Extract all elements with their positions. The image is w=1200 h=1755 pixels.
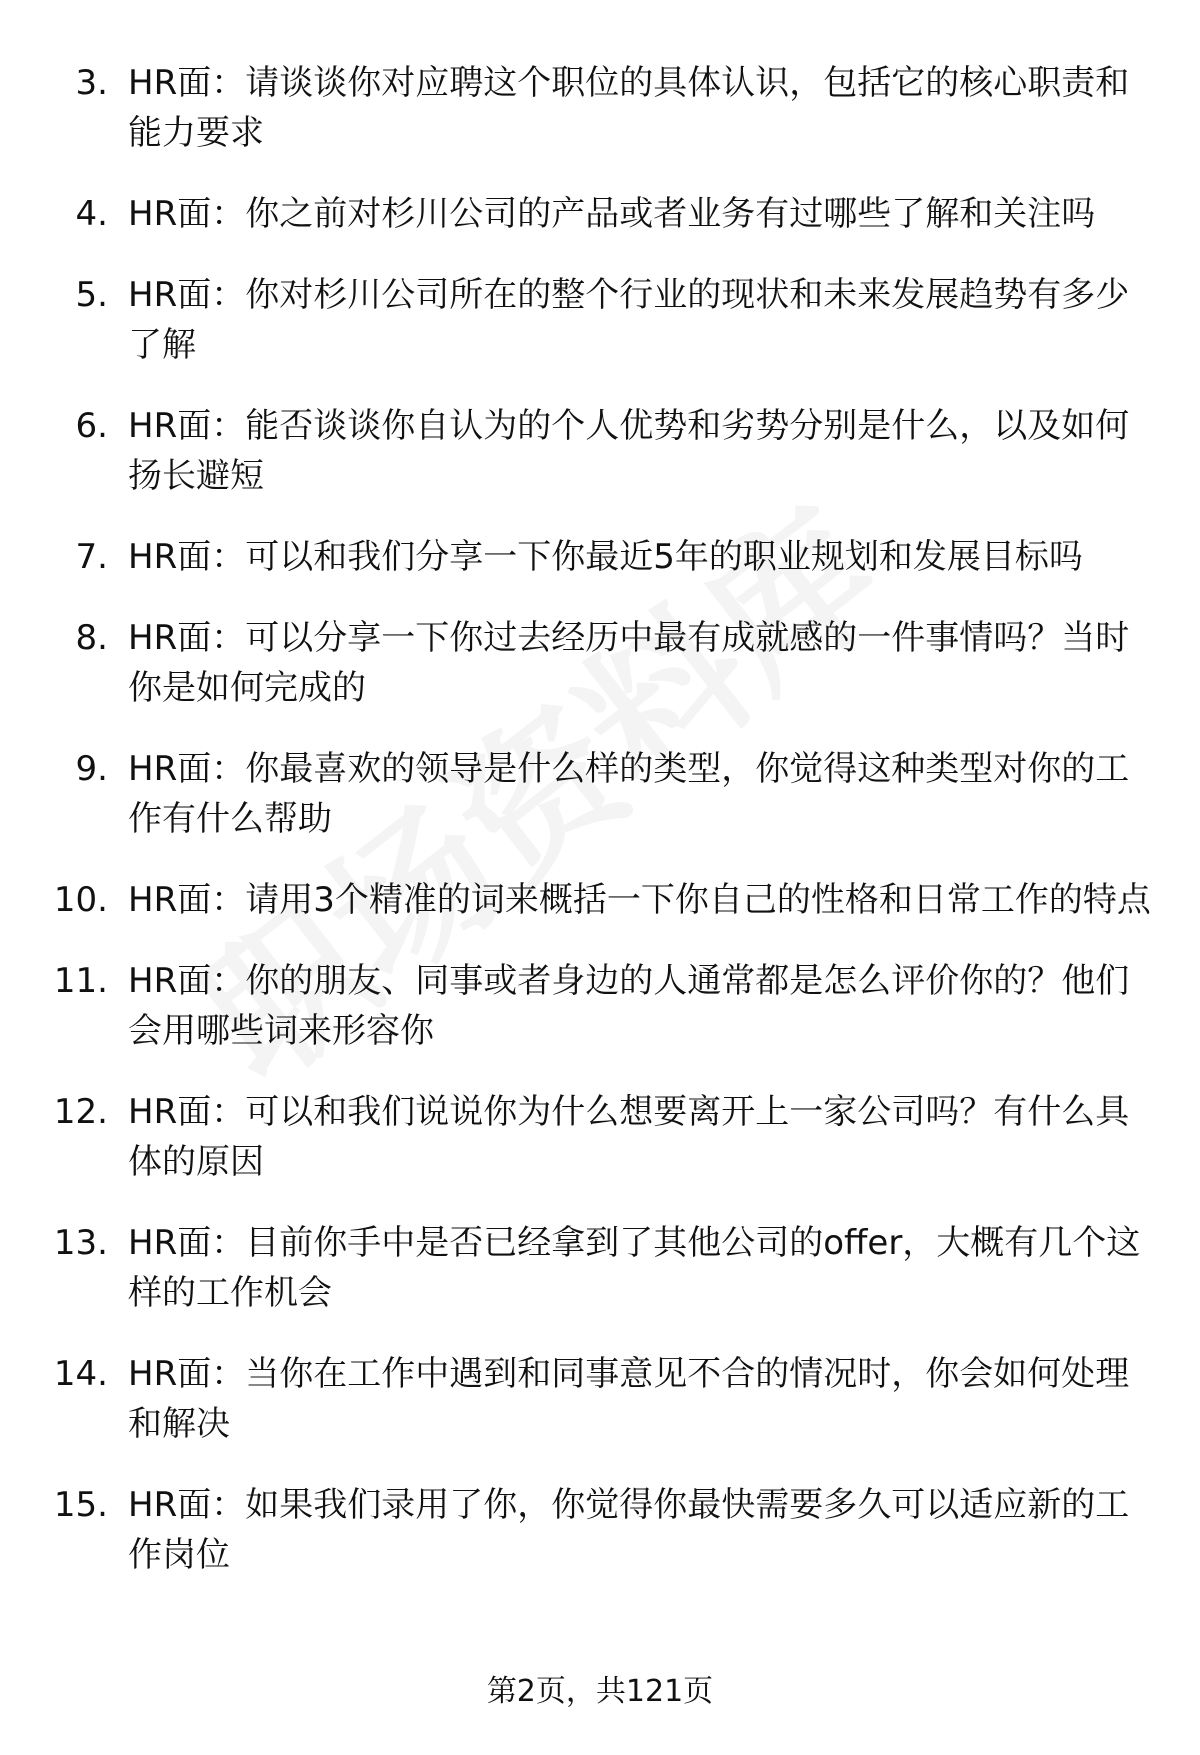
question-number: 8. (75, 618, 108, 658)
question-text: HR面：你的朋友、同事或者身边的人通常都是怎么评价你的？他们会用哪些词来形容你 (128, 961, 1130, 1051)
list-item (0, 532, 1200, 582)
question-text: HR面：当你在工作中遇到和同事意见不合的情况时，你会如何处理和解决 (128, 1354, 1130, 1444)
list-item (0, 613, 1200, 713)
list-item (0, 875, 1200, 925)
question-number: 15. (53, 1485, 108, 1525)
list-item (0, 189, 1200, 239)
question-text: HR面：可以和我们说说你为什么想要离开上一家公司吗？有什么具体的原因 (128, 1092, 1130, 1182)
list-item (0, 1480, 1200, 1580)
question-number: 3. (75, 63, 108, 103)
list-item (0, 1349, 1200, 1449)
list-item (0, 1218, 1200, 1318)
question-text: HR面：可以分享一下你过去经历中最有成就感的一件事情吗？当时你是如何完成的 (128, 618, 1130, 708)
question-number: 12. (53, 1092, 108, 1132)
question-text: HR面：如果我们录用了你，你觉得你最快需要多久可以适应新的工作岗位 (128, 1485, 1130, 1575)
question-list (0, 58, 1200, 1611)
list-item (0, 956, 1200, 1056)
question-text: HR面：请谈谈你对应聘这个职位的具体认识，包括它的核心职责和能力要求 (128, 63, 1130, 153)
question-number: 6. (75, 406, 108, 446)
list-item (0, 270, 1200, 370)
question-number: 9. (75, 749, 108, 789)
question-number: 14. (53, 1354, 108, 1394)
list-item (0, 58, 1200, 158)
question-number: 4. (75, 194, 108, 234)
list-item (0, 744, 1200, 844)
question-number: 13. (53, 1223, 108, 1263)
question-number: 5. (75, 275, 108, 315)
question-text: HR面：你之前对杉川公司的产品或者业务有过哪些了解和关注吗 (128, 194, 1096, 234)
question-number: 7. (75, 537, 108, 577)
question-text: HR面：请用3个精准的词来概括一下你自己的性格和日常工作的特点 (128, 880, 1151, 920)
question-text: HR面：你对杉川公司所在的整个行业的现状和未来发展趋势有多少了解 (128, 275, 1130, 365)
page-footer: 第2页，共121页 (486, 1674, 714, 1709)
question-number: 11. (53, 961, 108, 1001)
question-text: HR面：能否谈谈你自认为的个人优势和劣势分别是什么，以及如何扬长避短 (128, 406, 1130, 496)
list-item (0, 401, 1200, 501)
question-text: HR面：目前你手中是否已经拿到了其他公司的offer，大概有几个这样的工作机会 (128, 1223, 1141, 1313)
list-item (0, 1087, 1200, 1187)
question-text: HR面：可以和我们分享一下你最近5年的职业规划和发展目标吗 (128, 537, 1083, 577)
question-text: HR面：你最喜欢的领导是什么样的类型，你觉得这种类型对你的工作有什么帮助 (128, 749, 1130, 839)
question-number: 10. (53, 880, 108, 920)
